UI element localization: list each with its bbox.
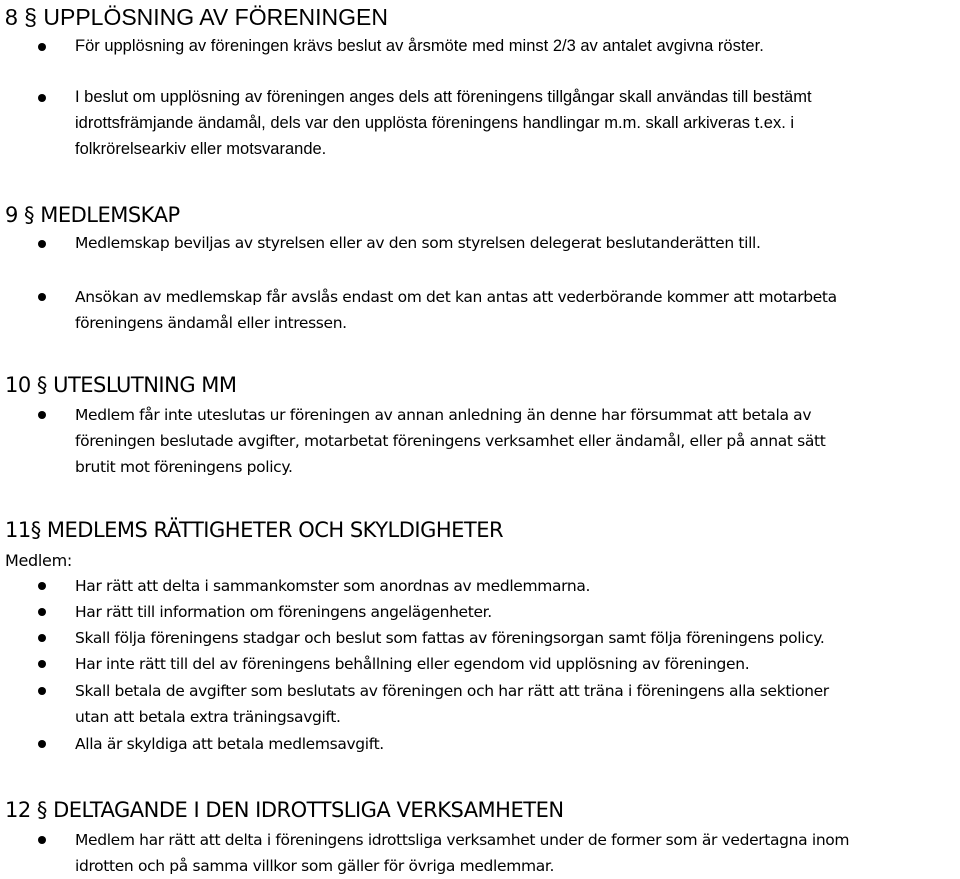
list-item: Ansökan av medlemskap får avslås endast om det kan antas att vederbörande kommer att motarbeta föreningens ändamål eller intressen. [75, 288, 837, 332]
bullet-point [38, 43, 46, 51]
list-item: För upplösning av föreningen krävs beslut av årsmöte med minst 2/3 av antalet avgivna röster. [75, 37, 764, 55]
list-item: Alla är skyldiga att betala medlemsavgift. [75, 735, 384, 753]
bullet-point [38, 634, 46, 642]
section-9-heading: 9 § MEDLEMSKAP [5, 203, 180, 227]
bullet-point [38, 740, 46, 748]
section-10-heading: 10 § UTESLUTNING MM [5, 373, 237, 397]
list-item: Skall betala de avgifter som beslutats av föreningen och har rätt att träna i föreningens alla sektioner utan att betala extra träningsavgift. [75, 682, 829, 726]
bullet-point [38, 608, 46, 616]
bullet-point [38, 660, 46, 668]
bullet-point [38, 582, 46, 590]
list-item: Har rätt att delta i sammankomster som anordnas av medlemmarna. [75, 577, 591, 595]
list-item: Har rätt till information om föreningens angelägenheter. [75, 603, 492, 621]
bullet-point [38, 836, 46, 844]
section-11-heading: 11§ MEDLEMS RÄTTIGHETER OCH SKYLDIGHETER [5, 518, 504, 542]
bullet-point [38, 293, 46, 301]
bullet-point [38, 240, 46, 248]
list-item: Medlem har rätt att delta i föreningens idrottsliga verksamhet under de former som är vedertagna inom idrotten och på samma villkor som gäller för övriga medlemmar. [75, 831, 850, 875]
section-8-heading: 8 § UPPLÖSNING AV FÖRENINGEN [5, 4, 389, 30]
bullet-point [38, 687, 46, 695]
bullet-point [38, 94, 46, 102]
list-item: Medlem får inte uteslutas ur föreningen av annan anledning än denne har försummat att betala av föreningen beslutade avgifter, motarbetat föreningens verksamhet eller ändamål, eller på annat sätt brutit mot föreningens policy. [75, 406, 826, 476]
list-item: Medlemskap beviljas av styrelsen eller av den som styrelsen delegerat beslutanderätten till. [75, 234, 761, 252]
list-item: Skall följa föreningens stadgar och beslut som fattas av föreningsorgan samt följa föreningens policy. [75, 629, 825, 647]
bullet-point [38, 411, 46, 419]
list-item: I beslut om upplösning av föreningen anges dels att föreningens tillgångar skall användas till bestämt idrottsfrämjande ändamål, dels var den upplösta föreningens handlingar m.m. skall arkiveras t.ex. i folkrörelsearkiv eller motsvarande. [75, 88, 812, 158]
section-11-intro: Medlem: [5, 551, 72, 570]
list-item: Har inte rätt till del av föreningens behållning eller egendom vid upplösning av föreningen. [75, 655, 750, 673]
section-12-heading: 12 § DELTAGANDE I DEN IDROTTSLIGA VERKSAMHETEN [5, 798, 564, 822]
